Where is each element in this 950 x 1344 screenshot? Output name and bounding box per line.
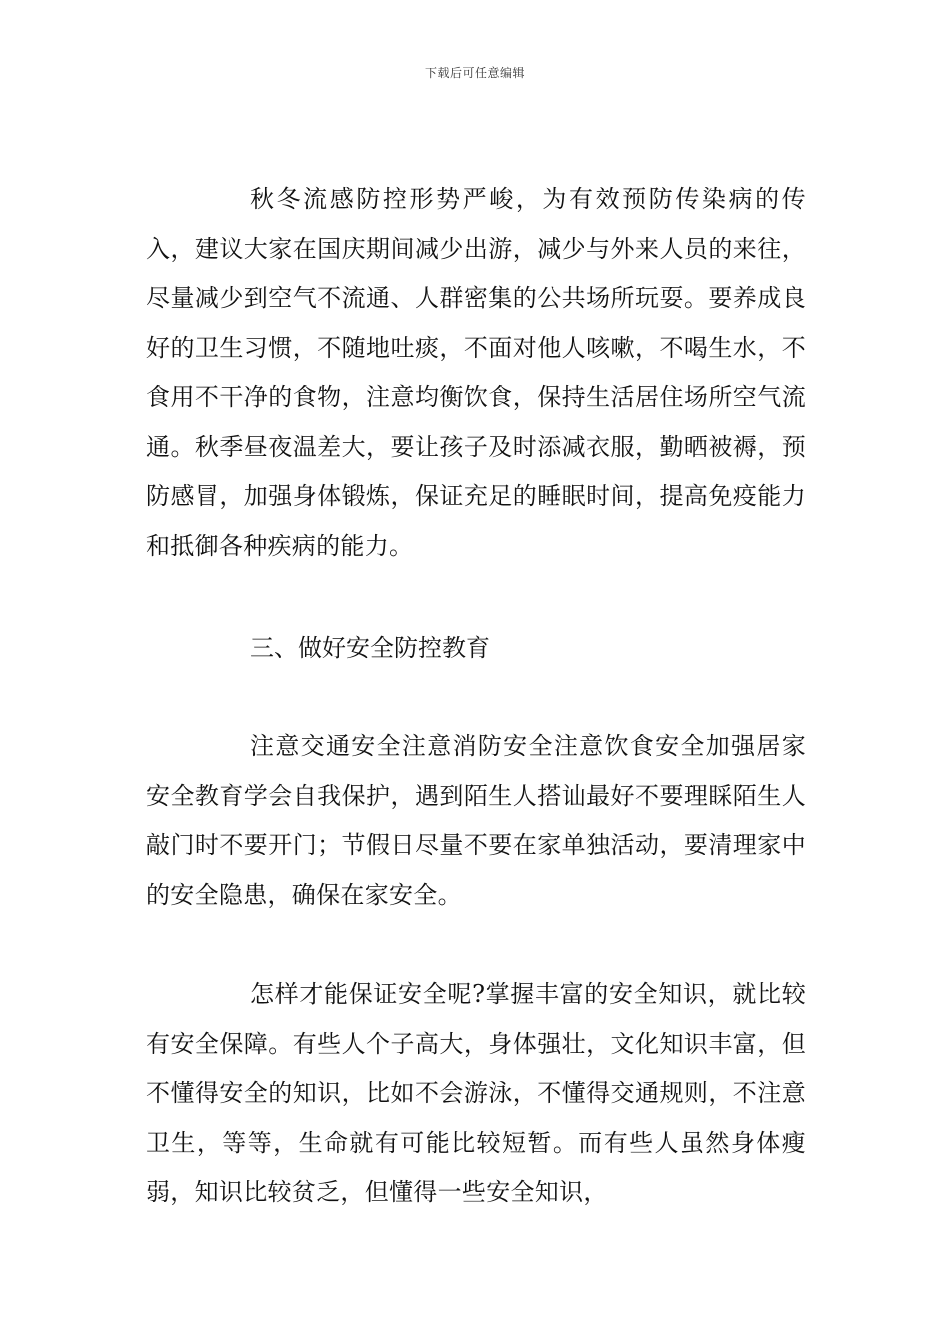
paragraph-text: 怎样才能保证安全呢?掌握丰富的安全知识，就比较有安全保障。有些人个子高大，身体强壮，文化知识丰富，但不懂得安全的知识，比如不会游泳，不懂得交通规则，不注意卫生，等等，生命就有可能比较短暂。而有些人虽然身体瘦弱，知识比较贫乏，但懂得一些安全知识， [146,980,806,1206]
paragraph-flu-prevention [146,175,806,571]
paragraph-safety-knowledge [146,970,806,1218]
page-header-note: 下载后可任意编辑 [424,66,525,80]
paragraph-safety-at-home [146,722,806,920]
section-heading: 三、做好安全防控教育 [250,634,490,662]
paragraph-text: 秋冬流感防控形势严峻，为有效预防传染病的传入，建议大家在国庆期间减少出游，减少与外来人员的来往，尽量减少到空气不流通、人群密集的公共场所玩耍。要养成良好的卫生习惯，不随地吐痰，不面对他人咳嗽，不喝生水，不食用不干净的食物，注意均衡饮食，保持生活居住场所空气流通。秋季昼夜温差大，要让孩子及时添减衣服，勤晒被褥，预防感冒，加强身体锻炼，保证充足的睡眠时间，提高免疫能力和抵御各种疾病的能力。 [146,185,806,560]
section-heading-block [146,624,806,674]
paragraph-text: 注意交通安全注意消防安全注意饮食安全加强居家安全教育学会自我保护，遇到陌生人搭讪最好不要理睬陌生人敲门时不要开门；节假日尽量不要在家单独活动，要清理家中的安全隐患，确保在家安全。 [146,732,806,909]
